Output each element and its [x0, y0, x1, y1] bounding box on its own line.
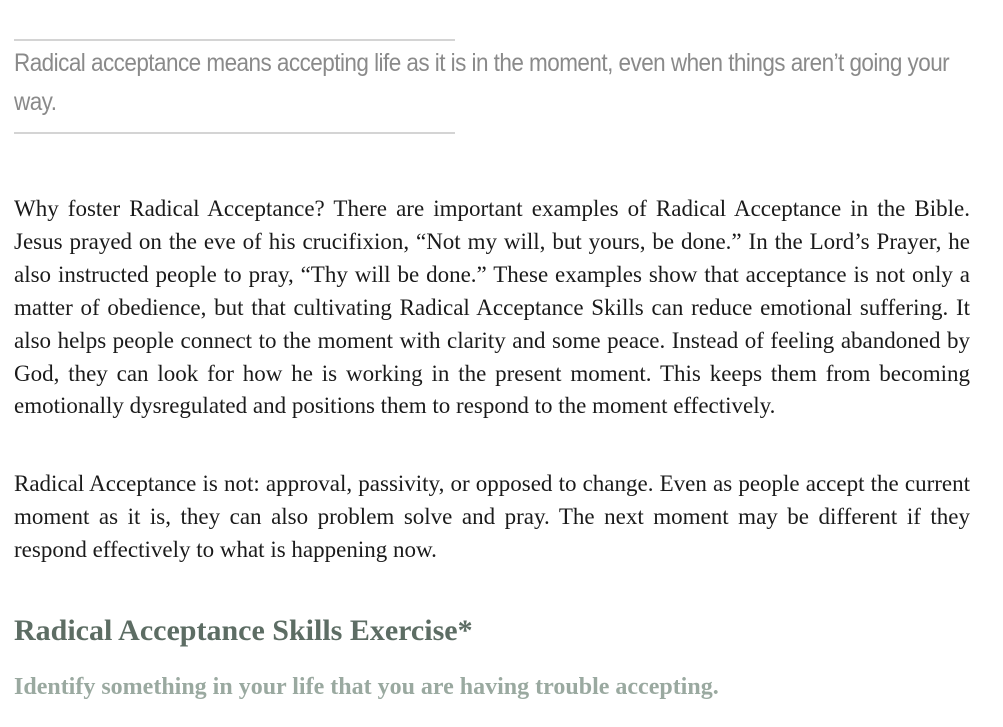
body-paragraph-why-foster: Why foster Radical Acceptance? There are important examples of Radical Acceptance in the Bible. Jesus prayed on the eve of his crucifixion, “Not my will, but yours, be done.” In the Lord’s Prayer, he also instructed people to pray, “Thy will be done.” These examples show that acceptance is not only a matter of obedience, but that cultivating Radical Acceptance Skills can reduce emotional suffering. It also helps people connect to the moment with clarity and some peace. Instead of feeling abandoned by God, they can look for how he is working in the present moment. This keeps them from becoming emotionally dysregulated and positions them to respond to the moment effectively. — [14, 196, 970, 419]
body-paragraph-what-it-is-not: Radical Acceptance is not: approval, passivity, or opposed to change. Even as people accept the current moment as it is, they can also problem solve and pray. The next moment may be different if they respond effectively to what is happening now. — [14, 471, 970, 562]
pull-quote: Radical acceptance means accepting life as it is in the moment, even when things aren’t going your way. — [14, 49, 950, 116]
section-heading: Radical Acceptance Skills Exercise* — [14, 614, 473, 647]
pull-quote-bottom-divider — [14, 132, 455, 134]
section-subheading: Identify something in your life that you are having trouble accepting. — [14, 674, 719, 700]
pull-quote-top-divider — [14, 39, 455, 41]
